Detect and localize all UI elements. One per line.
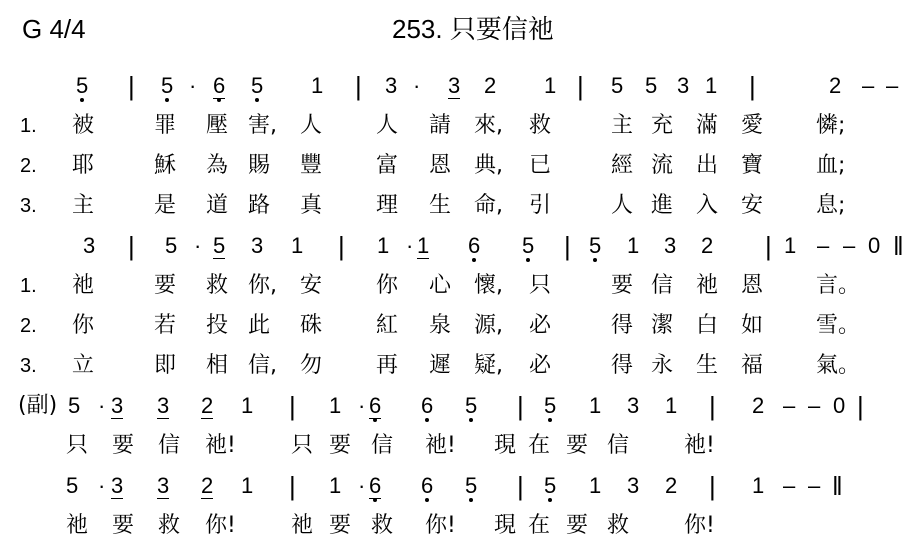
note: 3 bbox=[111, 473, 124, 498]
note: 2 bbox=[201, 473, 214, 498]
chorus-marker: (副) bbox=[18, 393, 58, 418]
lyric-syllable: 疑, bbox=[474, 353, 503, 378]
lyric-syllable: 經 bbox=[611, 153, 634, 178]
lyric-syllable: 害, bbox=[248, 113, 277, 138]
note: 5 bbox=[465, 466, 477, 506]
lyric-syllable: 被 bbox=[72, 113, 95, 138]
barline: | bbox=[289, 391, 296, 421]
note: 1 bbox=[627, 233, 640, 258]
note: 6 bbox=[369, 466, 381, 506]
note: 1 bbox=[589, 473, 602, 498]
lyric-syllable: 要 bbox=[154, 273, 177, 298]
note: 1 bbox=[752, 473, 765, 498]
note: 5 bbox=[165, 233, 178, 258]
lyric-syllable: 血; bbox=[816, 153, 846, 178]
barline: | bbox=[128, 231, 135, 261]
lyric-syllable: 滿 bbox=[696, 113, 719, 138]
note: 3 bbox=[664, 233, 677, 258]
lyric-syllable: 耶 bbox=[72, 153, 95, 178]
lyric-line bbox=[0, 426, 916, 466]
note-underline bbox=[369, 418, 381, 419]
lyric-syllable: 生 bbox=[429, 193, 452, 218]
rest: 0 bbox=[833, 393, 846, 418]
note: 5 bbox=[589, 226, 601, 266]
lyric-syllable: 在 bbox=[528, 433, 551, 458]
note-underline bbox=[157, 418, 169, 419]
note: 2 bbox=[484, 73, 497, 98]
note: 1 bbox=[291, 233, 304, 258]
lyric-line bbox=[0, 146, 916, 186]
lyric-syllable: 要 bbox=[112, 433, 135, 458]
lyric-syllable: 入 bbox=[696, 193, 719, 218]
lyric-syllable: 現 bbox=[494, 513, 517, 538]
note: 2 bbox=[752, 393, 765, 418]
lyric-syllable: 息; bbox=[816, 193, 846, 218]
lyric-syllable: 你 bbox=[72, 313, 95, 338]
note: 3 bbox=[157, 393, 170, 418]
lyric-syllable: 再 bbox=[376, 353, 399, 378]
lyric-syllable: 相 bbox=[206, 353, 229, 378]
lyric-syllable: 懷, bbox=[474, 273, 503, 298]
lyric-syllable: 投 bbox=[206, 313, 229, 338]
lyric-syllable: 祂 bbox=[291, 513, 314, 538]
dash-extension: – bbox=[862, 73, 875, 98]
verse-number: 1. bbox=[20, 275, 37, 297]
barline: | bbox=[338, 231, 345, 261]
lyric-line bbox=[0, 306, 916, 346]
dot-extension: · bbox=[98, 473, 106, 498]
note-underline bbox=[111, 498, 123, 499]
barline: | bbox=[128, 71, 135, 101]
lyric-syllable: 信 bbox=[158, 433, 181, 458]
dot-extension: · bbox=[358, 473, 366, 498]
lyric-syllable: 愛 bbox=[741, 113, 764, 138]
lyric-syllable: 救 bbox=[529, 113, 552, 138]
lyric-syllable: 要 bbox=[329, 433, 352, 458]
lyric-syllable: 你! bbox=[205, 513, 236, 538]
lyric-syllable: 泉 bbox=[429, 313, 452, 338]
lyric-syllable: 為 bbox=[206, 153, 229, 178]
lyric-syllable: 豐 bbox=[300, 153, 323, 178]
lyric-syllable: 要 bbox=[611, 273, 634, 298]
lyric-syllable: 必 bbox=[529, 313, 552, 338]
barline: | bbox=[517, 391, 524, 421]
note: 1 bbox=[589, 393, 602, 418]
note: 6 bbox=[421, 466, 433, 506]
note: 5 bbox=[76, 66, 88, 106]
dash-extension: – bbox=[817, 233, 830, 258]
lyric-syllable: 若 bbox=[154, 313, 177, 338]
lyric-syllable: 氣。 bbox=[816, 353, 861, 378]
lyric-line bbox=[0, 266, 916, 306]
notation-line bbox=[0, 386, 916, 426]
note: 3 bbox=[111, 393, 124, 418]
lyric-syllable: 如 bbox=[741, 313, 764, 338]
lyric-syllable: 恩 bbox=[429, 153, 452, 178]
dash-extension: – bbox=[843, 233, 856, 258]
lyric-syllable: 救 bbox=[371, 513, 394, 538]
low-octave-dot bbox=[593, 258, 597, 262]
lyric-syllable: 此 bbox=[248, 313, 271, 338]
lyric-syllable: 路 bbox=[248, 193, 271, 218]
lyric-syllable: 充 bbox=[651, 113, 674, 138]
note: 1 bbox=[329, 393, 342, 418]
note: 3 bbox=[157, 473, 170, 498]
lyric-syllable: 寶 bbox=[741, 153, 764, 178]
note: 2 bbox=[701, 233, 714, 258]
note-underline bbox=[213, 258, 225, 259]
lyric-syllable: 祂! bbox=[205, 433, 236, 458]
lyric-syllable: 恩 bbox=[741, 273, 764, 298]
lyric-syllable: 得 bbox=[611, 353, 634, 378]
note-underline bbox=[369, 498, 381, 499]
note: 5 bbox=[66, 473, 79, 498]
lyric-syllable: 信, bbox=[248, 353, 277, 378]
lyric-syllable: 在 bbox=[528, 513, 551, 538]
lyric-syllable: 要 bbox=[566, 513, 589, 538]
note: 5 bbox=[522, 226, 534, 266]
dot-extension: · bbox=[189, 73, 197, 98]
lyric-syllable: 要 bbox=[329, 513, 352, 538]
lyric-syllable: 永 bbox=[651, 353, 674, 378]
lyric-syllable: 白 bbox=[696, 313, 719, 338]
note: 5 bbox=[645, 73, 658, 98]
lyric-syllable: 得 bbox=[611, 313, 634, 338]
low-octave-dot bbox=[548, 498, 552, 502]
note: 1 bbox=[311, 73, 324, 98]
note: 1 bbox=[377, 233, 390, 258]
low-octave-dot bbox=[469, 498, 473, 502]
lyric-syllable: 主 bbox=[72, 193, 95, 218]
barline: | bbox=[749, 71, 756, 101]
note: 1 bbox=[544, 73, 557, 98]
note: 6 bbox=[213, 66, 225, 106]
lyric-syllable: 言。 bbox=[816, 273, 861, 298]
lyric-syllable: 請 bbox=[429, 113, 452, 138]
dot-extension: · bbox=[406, 233, 414, 258]
barline: | bbox=[289, 471, 296, 501]
lyric-syllable: 必 bbox=[529, 353, 552, 378]
note: 6 bbox=[421, 386, 433, 426]
note: 3 bbox=[627, 393, 640, 418]
lyric-syllable: 進 bbox=[651, 193, 674, 218]
lyric-syllable: 要 bbox=[112, 513, 135, 538]
lyric-line bbox=[0, 106, 916, 146]
lyric-syllable: 福 bbox=[741, 353, 764, 378]
lyric-syllable: 信 bbox=[371, 433, 394, 458]
verse-number: 2. bbox=[20, 315, 37, 337]
hymn-title: 253. 只要信祂 bbox=[392, 14, 554, 44]
low-octave-dot bbox=[548, 418, 552, 422]
lyric-syllable: 罪 bbox=[154, 113, 177, 138]
lyric-syllable: 祂 bbox=[696, 273, 719, 298]
barline: | bbox=[564, 231, 571, 261]
note: 5 bbox=[68, 393, 81, 418]
lyric-syllable: 真 bbox=[300, 193, 323, 218]
lyric-syllable: 即 bbox=[154, 353, 177, 378]
lyric-syllable: 你 bbox=[376, 273, 399, 298]
verse-number: 1. bbox=[20, 115, 37, 137]
low-octave-dot bbox=[165, 98, 169, 102]
verse-number: 3. bbox=[20, 195, 37, 217]
barline: | bbox=[857, 391, 864, 421]
lyric-syllable: 硃 bbox=[300, 313, 323, 338]
low-octave-dot bbox=[526, 258, 530, 262]
lyric-syllable: 信 bbox=[651, 273, 674, 298]
lyric-line bbox=[0, 346, 916, 386]
lyric-syllable: 只 bbox=[529, 273, 552, 298]
notation-line bbox=[0, 226, 916, 266]
lyric-syllable: 雪。 bbox=[816, 313, 861, 338]
dot-extension: · bbox=[98, 393, 106, 418]
lyric-syllable: 要 bbox=[566, 433, 589, 458]
lyric-syllable: 已 bbox=[529, 153, 552, 178]
note: 5 bbox=[161, 66, 173, 106]
lyric-syllable: 理 bbox=[376, 193, 399, 218]
note-underline bbox=[213, 98, 225, 99]
lyric-line bbox=[0, 506, 916, 546]
low-octave-dot bbox=[472, 258, 476, 262]
lyric-syllable: 富 bbox=[376, 153, 399, 178]
lyric-syllable: 源, bbox=[474, 313, 503, 338]
lyric-syllable: 現 bbox=[494, 433, 517, 458]
lyric-line bbox=[0, 186, 916, 226]
note-underline bbox=[201, 418, 213, 419]
note: 5 bbox=[611, 73, 624, 98]
note: 5 bbox=[251, 66, 263, 106]
note: 2 bbox=[201, 393, 214, 418]
lyric-syllable: 人 bbox=[376, 113, 399, 138]
note-underline bbox=[448, 98, 460, 99]
dash-extension: – bbox=[783, 473, 796, 498]
note-underline bbox=[111, 418, 123, 419]
lyric-syllable: 信 bbox=[607, 433, 630, 458]
lyric-syllable: 命, bbox=[474, 193, 503, 218]
note: 1 bbox=[705, 73, 718, 98]
lyric-syllable: 典, bbox=[474, 153, 503, 178]
low-octave-dot bbox=[425, 498, 429, 502]
note-underline bbox=[201, 498, 213, 499]
note: 3 bbox=[677, 73, 690, 98]
note: 1 bbox=[329, 473, 342, 498]
note: 2 bbox=[665, 473, 678, 498]
end-barline: ‖ bbox=[893, 231, 904, 261]
lyric-syllable: 道 bbox=[206, 193, 229, 218]
barline: | bbox=[517, 471, 524, 501]
lyric-syllable: 勿 bbox=[300, 353, 323, 378]
lyric-syllable: 憐; bbox=[816, 113, 846, 138]
lyric-syllable: 主 bbox=[611, 113, 634, 138]
lyric-syllable: 立 bbox=[72, 353, 95, 378]
lyric-syllable: 祂 bbox=[66, 513, 89, 538]
low-octave-dot bbox=[80, 98, 84, 102]
lyric-syllable: 安 bbox=[300, 273, 323, 298]
key-signature: G 4/4 bbox=[22, 14, 86, 44]
lyric-syllable: 來, bbox=[474, 113, 503, 138]
lyric-syllable: 人 bbox=[611, 193, 634, 218]
lyric-syllable: 救 bbox=[607, 513, 630, 538]
lyric-syllable: 引 bbox=[529, 193, 552, 218]
lyric-syllable: 你, bbox=[248, 273, 277, 298]
lyric-syllable: 遲 bbox=[429, 353, 452, 378]
barline: | bbox=[765, 231, 772, 261]
note: 1 bbox=[784, 233, 797, 258]
end-barline: ‖ bbox=[832, 471, 843, 501]
notation-line bbox=[0, 466, 916, 506]
note: 3 bbox=[627, 473, 640, 498]
lyric-syllable: 是 bbox=[154, 193, 177, 218]
verse-number: 3. bbox=[20, 355, 37, 377]
dash-extension: – bbox=[783, 393, 796, 418]
lyric-syllable: 賜 bbox=[248, 153, 271, 178]
lyric-syllable: 紅 bbox=[376, 313, 399, 338]
dash-extension: – bbox=[808, 473, 821, 498]
lyric-syllable: 只 bbox=[66, 433, 89, 458]
lyric-syllable: 祂 bbox=[72, 273, 95, 298]
dot-extension: · bbox=[194, 233, 202, 258]
low-octave-dot bbox=[255, 98, 259, 102]
note: 5 bbox=[544, 386, 556, 426]
lyric-syllable: 生 bbox=[696, 353, 719, 378]
barline: | bbox=[577, 71, 584, 101]
dot-extension: · bbox=[413, 73, 421, 98]
note: 1 bbox=[417, 233, 430, 258]
lyric-syllable: 你! bbox=[425, 513, 456, 538]
dot-extension: · bbox=[358, 393, 366, 418]
low-octave-dot bbox=[469, 418, 473, 422]
note: 6 bbox=[369, 386, 381, 426]
lyric-syllable: 心 bbox=[429, 273, 452, 298]
note-underline bbox=[417, 258, 429, 259]
note: 1 bbox=[241, 393, 254, 418]
lyric-syllable: 壓 bbox=[206, 113, 229, 138]
lyric-syllable: 潔 bbox=[651, 313, 674, 338]
low-octave-dot bbox=[425, 418, 429, 422]
note: 5 bbox=[544, 466, 556, 506]
rest: 0 bbox=[868, 233, 881, 258]
lyric-syllable: 人 bbox=[300, 113, 323, 138]
lyric-syllable: 祂! bbox=[684, 433, 715, 458]
dash-extension: – bbox=[886, 73, 899, 98]
lyric-syllable: 安 bbox=[741, 193, 764, 218]
note: 5 bbox=[213, 233, 226, 258]
barline: | bbox=[709, 471, 716, 501]
lyric-syllable: 穌 bbox=[154, 153, 177, 178]
lyric-syllable: 你! bbox=[684, 513, 715, 538]
note-underline bbox=[157, 498, 169, 499]
note: 5 bbox=[465, 386, 477, 426]
note: 6 bbox=[468, 226, 480, 266]
lyric-syllable: 救 bbox=[158, 513, 181, 538]
barline: | bbox=[355, 71, 362, 101]
dash-extension: – bbox=[808, 393, 821, 418]
note: 1 bbox=[241, 473, 254, 498]
note: 2 bbox=[829, 73, 842, 98]
note: 3 bbox=[251, 233, 264, 258]
verse-number: 2. bbox=[20, 155, 37, 177]
note: 3 bbox=[83, 233, 96, 258]
note: 1 bbox=[665, 393, 678, 418]
lyric-syllable: 出 bbox=[696, 153, 719, 178]
lyric-syllable: 祂! bbox=[425, 433, 456, 458]
lyric-syllable: 只 bbox=[291, 433, 314, 458]
note: 3 bbox=[448, 73, 461, 98]
note: 3 bbox=[385, 73, 398, 98]
lyric-syllable: 救 bbox=[206, 273, 229, 298]
barline: | bbox=[709, 391, 716, 421]
notation-line bbox=[0, 66, 916, 106]
lyric-syllable: 流 bbox=[651, 153, 674, 178]
